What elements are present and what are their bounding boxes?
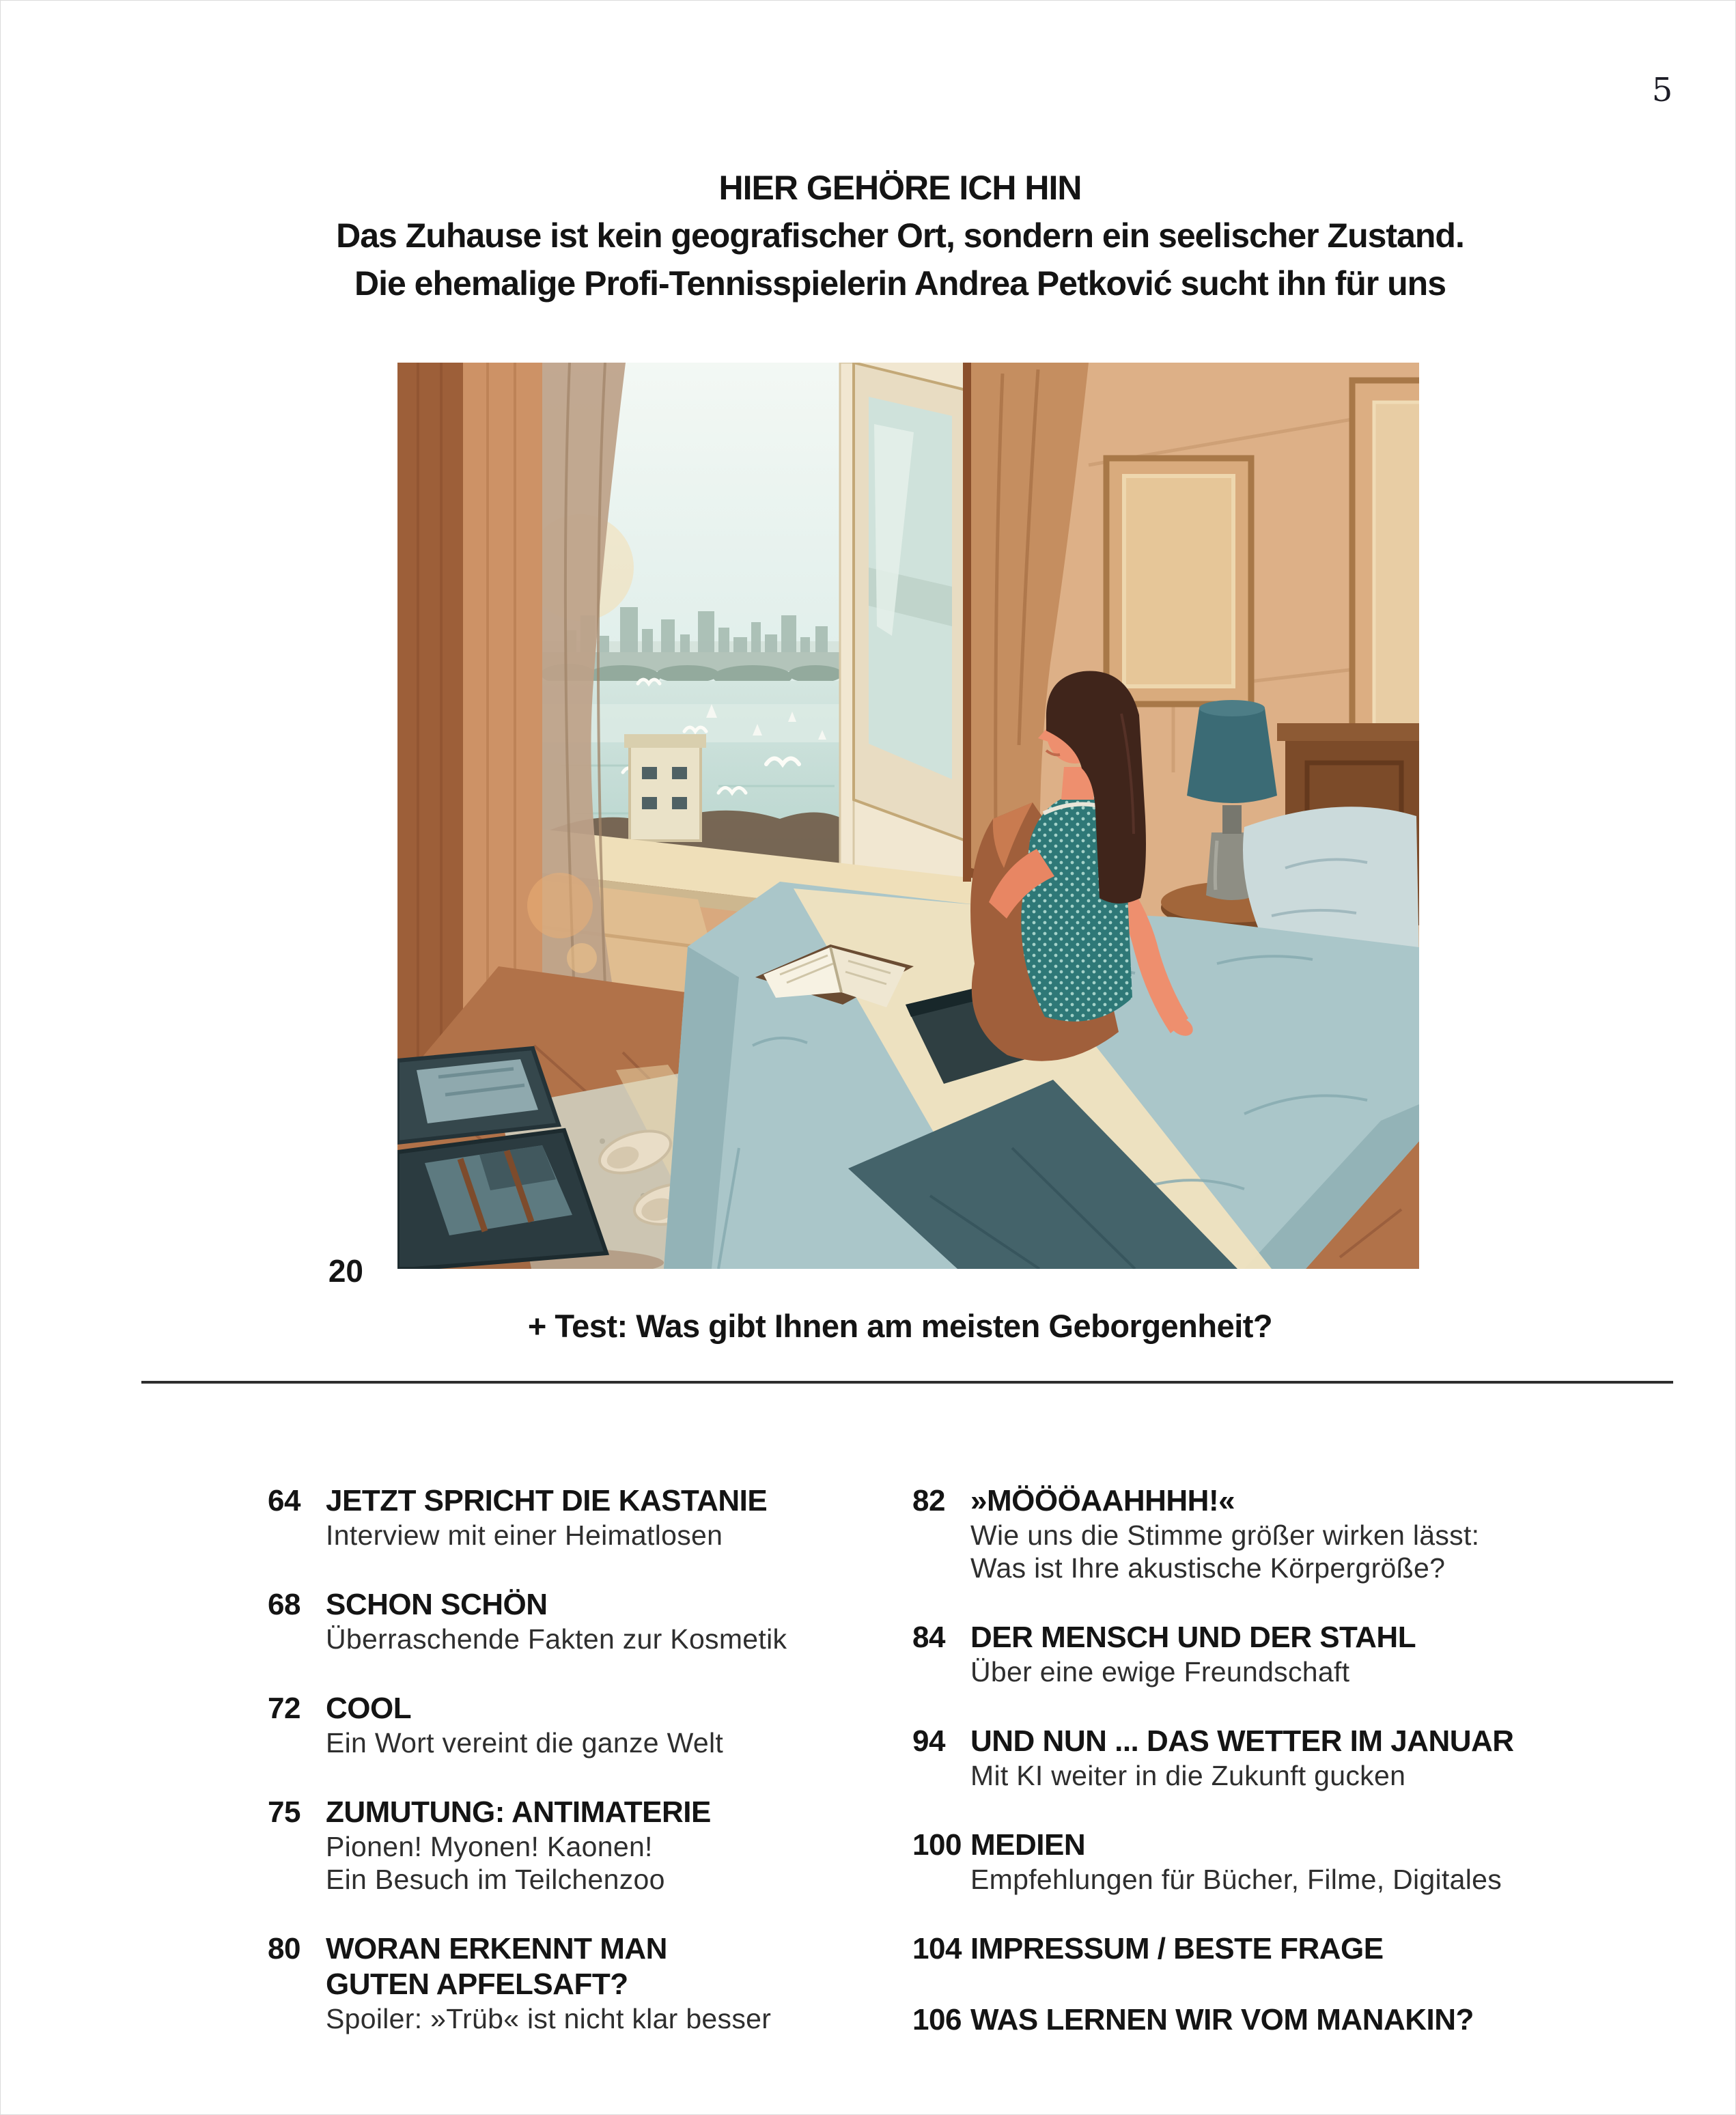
toc-entry-desc: Empfehlungen für Bücher, Filme, Digitales [970, 1864, 1502, 1895]
toc-entry-desc: Wie uns die Stimme größer wirken lässt: [970, 1519, 1480, 1551]
toc-entry [912, 1931, 1705, 1967]
toc-entry-title: MEDIEN [970, 1828, 1086, 1862]
toc-entry-title: WORAN ERKENNT MAN [326, 1932, 667, 1965]
toc-entry [268, 1691, 903, 1759]
toc-entry-title: »MÖÖÖAAHHHH!« [970, 1484, 1235, 1517]
feature-illustration [397, 363, 1419, 1269]
toc-entry-desc: Spoiler: »Trüb« ist nicht klar besser [326, 2003, 772, 2034]
toc-entry-page-number: 80 [268, 1932, 300, 1965]
toc-entry [912, 2002, 1705, 2038]
bedroom-sea-view-illustration [397, 363, 1419, 1269]
toc-entry-page-number: 72 [268, 1692, 300, 1725]
toc-entry-page-number: 106 [912, 2003, 962, 2036]
toc-entry-desc: Mit KI weiter in die Zukunft gucken [970, 1760, 1406, 1791]
toc-entry-desc: Interview mit einer Heimatlosen [326, 1519, 723, 1551]
toc-entry-page-number: 104 [912, 1932, 962, 1965]
toc-entry [268, 1931, 903, 2035]
page-number: 5 [1651, 71, 1673, 109]
feature-subtitle-line: Das Zuhause ist kein geografischer Ort, sondern ein seelischer Zustand. [336, 216, 1464, 255]
feature-caption: + Test: Was gibt Ihnen am meisten Geborgenheit? [527, 1308, 1273, 1344]
toc-entry-page-number: 68 [268, 1588, 300, 1621]
toc-entry [912, 1827, 1705, 1896]
toc-entry-page-number: 84 [912, 1621, 945, 1654]
toc-entry-desc: Ein Wort vereint die ganze Welt [326, 1727, 724, 1759]
toc-entry-title: WAS LERNEN WIR VOM MANAKIN? [970, 2003, 1474, 2036]
toc-entry-desc: Pionen! Myonen! Kaonen! [326, 1831, 653, 1862]
toc-entry [912, 1724, 1705, 1792]
toc-entry-title: UND NUN ... DAS WETTER IM JANUAR [970, 1724, 1514, 1758]
toc-entry-title: JETZT SPRICHT DIE KASTANIE [326, 1484, 768, 1517]
picture-frame [1106, 458, 1251, 704]
toc-entry [912, 1483, 1705, 1584]
toc-entry [912, 1620, 1705, 1688]
toc-entry-title: GUTEN APFELSAFT? [326, 1967, 628, 2001]
toc-entry-page-number: 94 [912, 1724, 945, 1758]
toc-entry-title: ZUMUTUNG: ANTIMATERIE [326, 1795, 711, 1829]
feature-header [64, 164, 1736, 307]
toc-column-right [912, 1483, 1705, 2073]
toc-entry [268, 1587, 903, 1655]
toc-entry-desc: Überraschende Fakten zur Kosmetik [326, 1623, 787, 1655]
toc-entry-page-number: 64 [268, 1484, 300, 1517]
building-in-view [624, 734, 706, 841]
open-casement [854, 363, 966, 841]
toc-entry-page-number: 100 [912, 1828, 962, 1862]
toc-entry [268, 1483, 903, 1552]
feature-page-ref: 20 [328, 1253, 363, 1289]
toc-entry-title: DER MENSCH UND DER STAHL [970, 1621, 1416, 1654]
toc-entry [268, 1795, 903, 1896]
section-divider [141, 1381, 1673, 1384]
toc-entry-title: COOL [326, 1692, 412, 1725]
toc-entry-title: SCHON SCHÖN [326, 1588, 548, 1621]
toc-entry-page-number: 75 [268, 1795, 300, 1829]
sun-flare [527, 873, 593, 938]
toc-entry-desc: Ein Besuch im Teilchenzoo [326, 1864, 665, 1895]
feature-title: HIER GEHÖRE ICH HIN [718, 169, 1082, 207]
toc-entry-desc: Was ist Ihre akustische Körpergröße? [970, 1552, 1446, 1584]
toc-column-left [268, 1483, 903, 2071]
toc-entry-page-number: 82 [912, 1484, 945, 1517]
feature-subtitle-line: Die ehemalige Profi-Tennisspielerin Andrea Petković sucht ihn für uns [354, 264, 1446, 303]
toc-entry-desc: Über eine ewige Freundschaft [970, 1656, 1350, 1687]
toc-entry-title: IMPRESSUM / BESTE FRAGE [970, 1932, 1384, 1965]
